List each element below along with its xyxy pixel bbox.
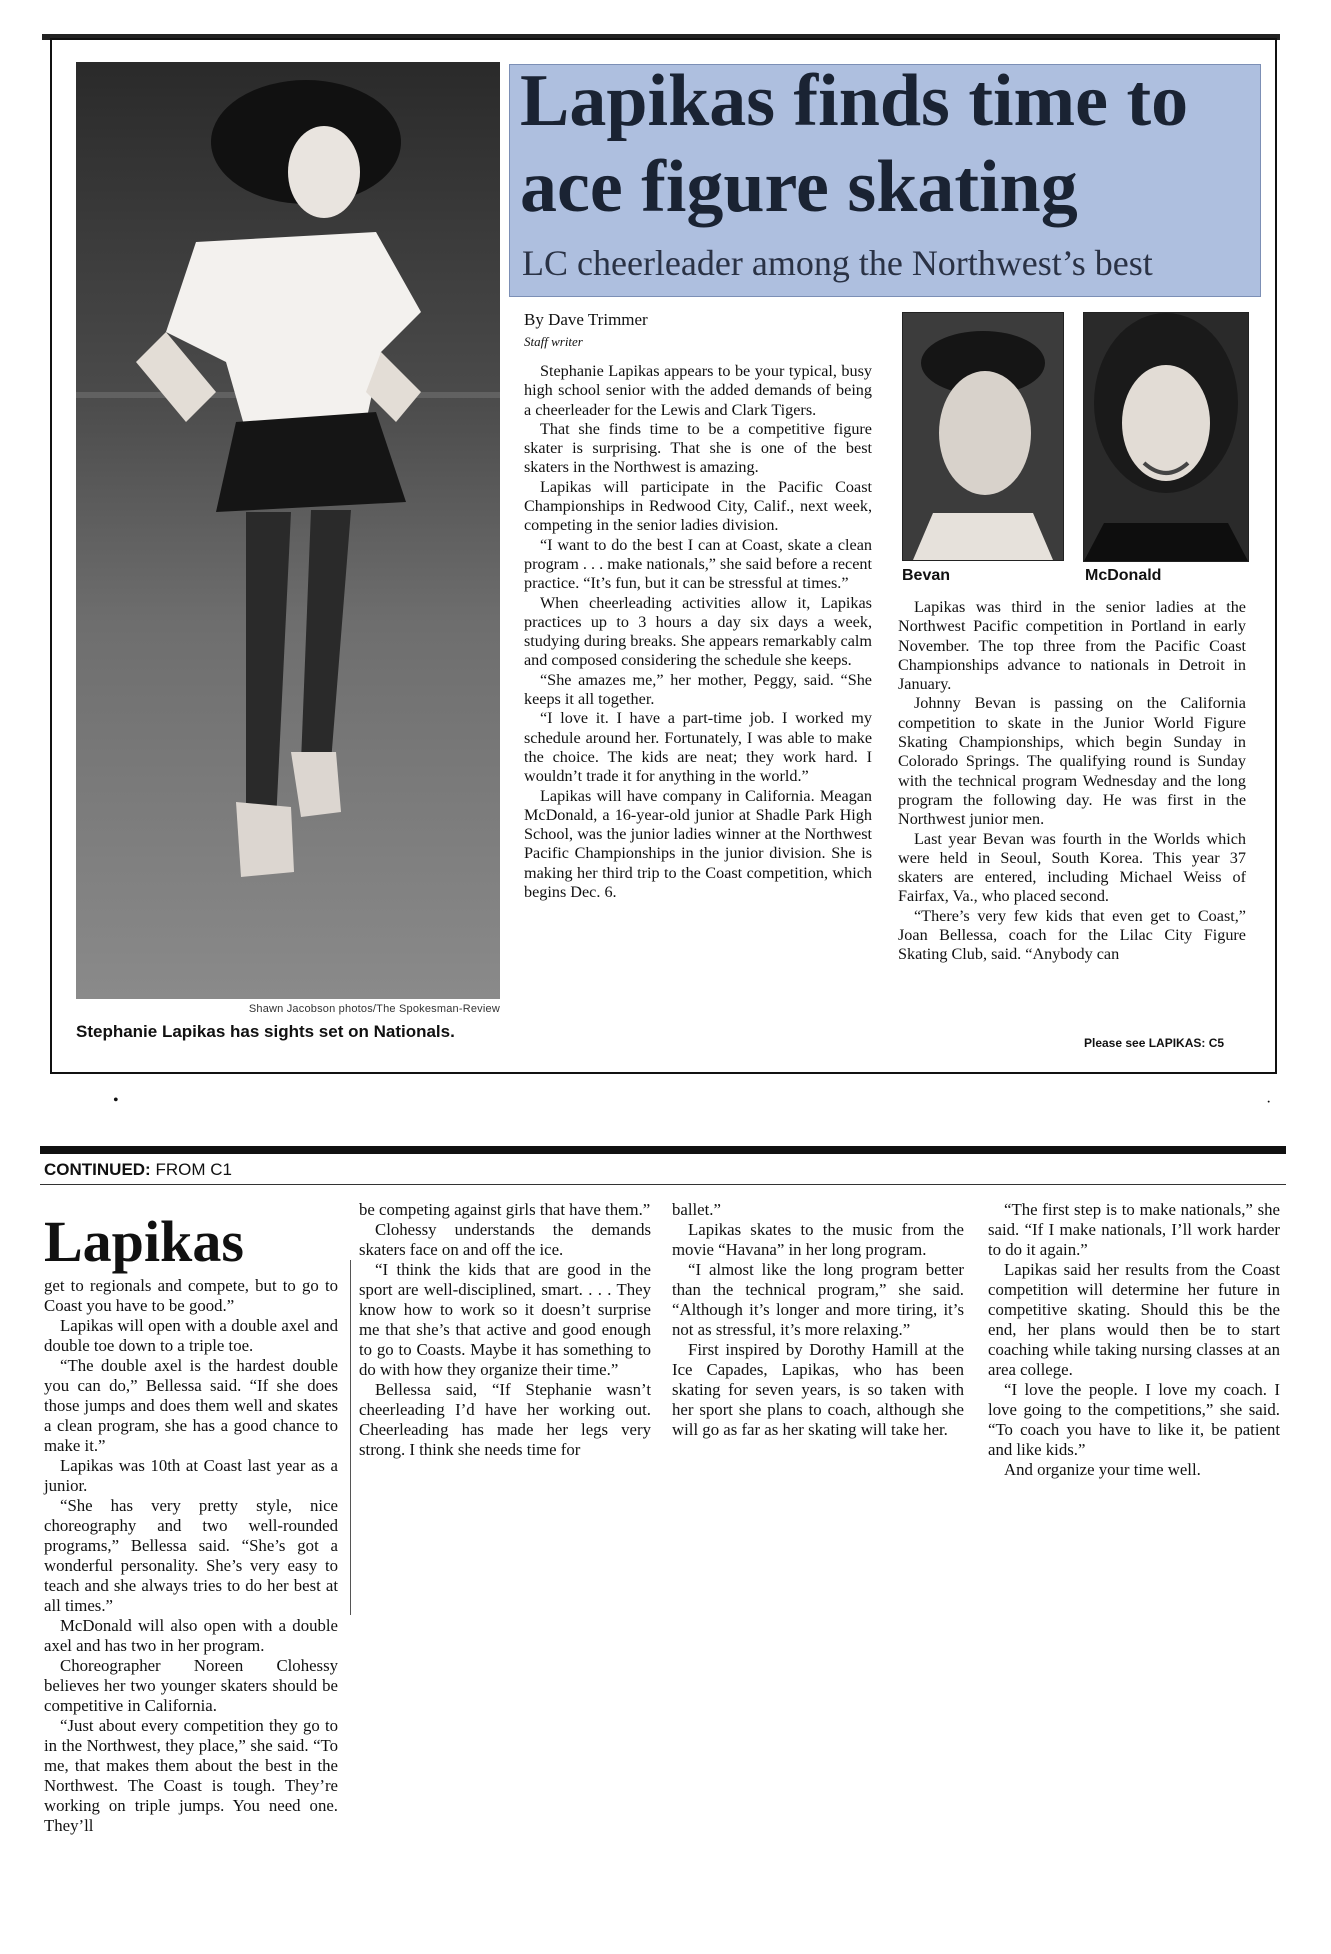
paragraph: “I think the kids that are good in the sport are well-disciplined, smart. . . . They know how to work so it doesn’t surprise me that she’s that active and good enough to go to Coasts. Maybe it has something to do with how they organize their time.” bbox=[359, 1260, 651, 1379]
jump-headline: Lapikas bbox=[44, 1209, 244, 1274]
photo-credit: Shawn Jacobson photos/The Spokesman-Review bbox=[248, 1003, 500, 1015]
paragraph: Stephanie Lapikas appears to be your typical, busy high school senior with the added demands of being a cheerleader for the Lewis and Clark Tigers. bbox=[524, 362, 872, 419]
paragraph: “There’s very few kids that even get to Coast,” Joan Bellessa, coach for the Lilac City Figure Skating Club, said. “Anybody can bbox=[898, 906, 1246, 964]
paragraph: be competing against girls that have them.” bbox=[359, 1200, 651, 1219]
skater-photo bbox=[76, 62, 500, 999]
paragraph: “I love the people. I love my coach. I love going to the competitions,” she said. “To coach you have to like it, be patient and like kids.” bbox=[988, 1380, 1280, 1459]
continued-column-4 bbox=[988, 1200, 1280, 1480]
paragraph: Lapikas will have company in California. Meagan McDonald, a 16-year-old junior at Shadle Park High School, was the junior ladies winner at the Northwest Pacific Championships in the junior division. She is making her third trip to the Coast competition, which begins Dec. 6. bbox=[524, 786, 872, 902]
paragraph: Clohessy understands the demands skaters face on and off the ice. bbox=[359, 1220, 651, 1259]
staff-writer: Staff writer bbox=[524, 334, 583, 349]
page-speck: • bbox=[113, 1092, 119, 1109]
mcdonald-label: McDonald bbox=[1085, 567, 1162, 584]
paragraph: When cheerleading activities allow it, Lapikas practices up to 3 hours a day six days a week, studying during breaks. She appears remarkably calm and composed considering the schedule she keeps. bbox=[524, 593, 872, 670]
byline: By Dave Trimmer bbox=[524, 310, 648, 329]
paragraph: Lapikas was 10th at Coast last year as a junior. bbox=[44, 1456, 338, 1495]
paragraph: Choreographer Noreen Clohessy believes her two younger skaters should be competitive in California. bbox=[44, 1656, 338, 1715]
paragraph: Lapikas was third in the senior ladies at the Northwest Pacific competition in Portland in early November. The top three from the Pacific Coast Championships advance to nationals in Detroit in January. bbox=[898, 598, 1246, 694]
paragraph: “I almost like the long program better than the technical program,” she said. “Although it’s longer and more tiring, it’s not as stressful, it’s more relaxing.” bbox=[672, 1260, 964, 1339]
paragraph: “She amazes me,” her mother, Peggy, said. “She keeps it all together. bbox=[524, 670, 872, 709]
continued-column-3 bbox=[672, 1200, 964, 1440]
paragraph: McDonald will also open with a double axel and has two in her program. bbox=[44, 1616, 338, 1655]
jump-reference: Please see LAPIKAS: C5 bbox=[1084, 1036, 1225, 1050]
paragraph: “The first step is to make nationals,” she said. “If I make nationals, I’ll work harder to do it again.” bbox=[988, 1200, 1280, 1259]
continued-source: FROM C1 bbox=[150, 1160, 232, 1179]
column-divider bbox=[350, 1260, 351, 1615]
continued-thin-rule bbox=[40, 1184, 1286, 1185]
paragraph: get to regionals and compete, but to go to Coast you have to be good.” bbox=[44, 1276, 338, 1315]
article-column-1 bbox=[524, 362, 872, 902]
paragraph: Lapikas said her results from the Coast competition will determine her future in competitive skating. Should this be the end, her plans would then be to start coaching while taking nursing classes at an area college. bbox=[988, 1260, 1280, 1379]
paragraph: Lapikas will open with a double axel and double toe down to a triple toe. bbox=[44, 1316, 338, 1355]
paragraph: “She has very pretty style, nice choreography and two well-rounded programs,” Bellessa said. “She’s got a wonderful personality. She’s very easy to teach and she always tries to do her best at all times.” bbox=[44, 1496, 338, 1615]
article-column-2 bbox=[898, 598, 1246, 965]
paragraph: “I love it. I have a part-time job. I worked my schedule around her. Fortunately, I was able to make the choice. The kids are neat; they work hard. I wouldn’t trade it for anything in the world.” bbox=[524, 709, 872, 786]
mcdonald-photo bbox=[1083, 312, 1249, 562]
paragraph: Lapikas skates to the music from the movie “Havana” in her long program. bbox=[672, 1220, 964, 1259]
paragraph: That she finds time to be a competitive figure skater is surprising. That she is one of the best skaters in the Northwest is amazing. bbox=[524, 419, 872, 477]
bevan-photo bbox=[902, 312, 1064, 561]
continued-column-1 bbox=[44, 1276, 338, 1836]
paragraph: ballet.” bbox=[672, 1200, 721, 1219]
continued-label bbox=[44, 1160, 232, 1180]
continued-bold: CONTINUED: bbox=[44, 1160, 151, 1179]
paragraph: Johnny Bevan is passing on the California competition to skate in the Junior World Figure Skating Championships, which begin Sunday in Colorado Springs. The qualifying round is Sunday with the technical program Wednesday and the long program the following day. He was first in the Northwest junior men. bbox=[898, 694, 1246, 829]
paragraph: Lapikas will participate in the Pacific Coast Championships in Redwood City, Calif., next week, competing in the senior ladies division. bbox=[524, 477, 872, 535]
paragraph: “I want to do the best I can at Coast, skate a clean program . . . make nationals,” she said before a recent practice. “It’s fun, but it can be stressful at times.” bbox=[524, 535, 872, 593]
bevan-label: Bevan bbox=[902, 567, 951, 584]
paragraph: And organize your time well. bbox=[1004, 1460, 1201, 1479]
paragraph: First inspired by Dorothy Hamill at the Ice Capades, Lapikas, who has been skating for seven years, is so taken with her sport she plans to coach, although she will go as far as her skating will take her. bbox=[672, 1340, 964, 1439]
paragraph: Last year Bevan was fourth in the Worlds which were held in Seoul, South Korea. This year 37 skaters are entered, including Michael Weiss of Fairfax, Va., who placed second. bbox=[898, 829, 1246, 906]
paragraph: Bellessa said, “If Stephanie wasn’t cheerleading I’d have her working out. Cheerleading has made her legs very strong. I think she needs time for bbox=[359, 1380, 651, 1459]
photo-caption: Stephanie Lapikas has sights set on Nationals. bbox=[76, 1022, 455, 1041]
paragraph: “Just about every competition they go to in the Northwest, they place,” she said. “To me, that makes them about the best in the Northwest. The Coast is tough. They’re working on triple jumps. You need one. They’ll bbox=[44, 1716, 338, 1835]
subheadline: LC cheerleader among the Northwest’s best bbox=[522, 243, 1153, 283]
headline: Lapikas finds time to ace figure skating bbox=[520, 60, 1189, 228]
continued-column-2 bbox=[359, 1200, 651, 1460]
paragraph: “The double axel is the hardest double you can do,” Bellessa said. “If she does those jumps and does them well and skates a clean program, she has a good chance to make it.” bbox=[44, 1356, 338, 1455]
continued-rule bbox=[40, 1146, 1286, 1154]
page-speck: · bbox=[1266, 1094, 1272, 1111]
